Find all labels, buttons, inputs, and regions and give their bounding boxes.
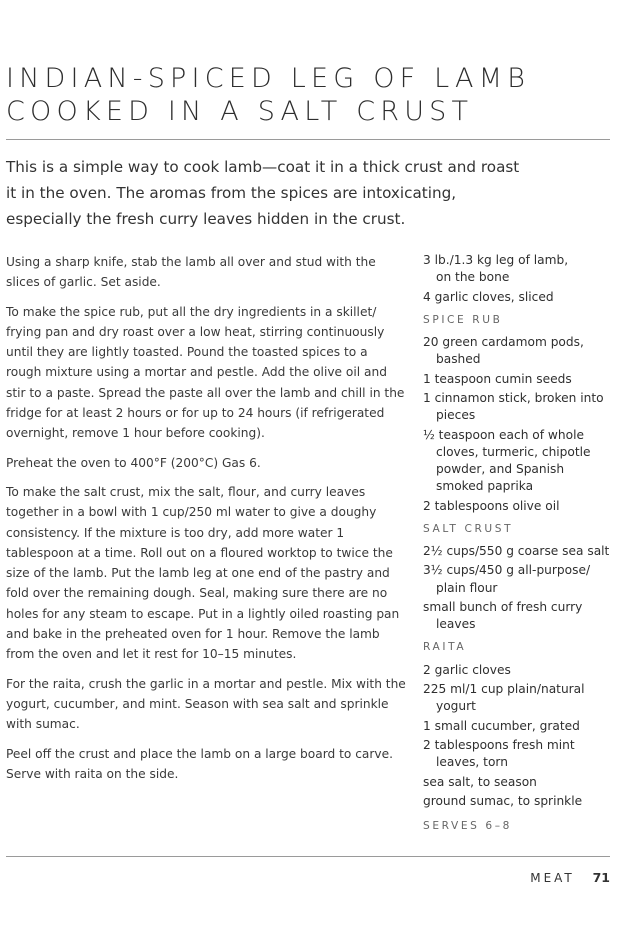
ingredient-line: sea salt, to season <box>423 774 537 789</box>
method-step <box>6 302 408 444</box>
intro-line: especially the fresh curry leaves hidden in the crust. <box>6 210 406 228</box>
method-line: stir to a paste. Spread the paste all over the lamb and chill in the <box>6 385 405 400</box>
method-line: overnight, remove 1 hour before cooking). <box>6 426 265 441</box>
ingredient-line: yogurt <box>436 699 476 714</box>
ingredient-item <box>423 334 615 368</box>
ingredient-line: leaves, torn <box>436 755 508 770</box>
ingredient-item <box>423 681 615 715</box>
method-line: from the oven and let it rest for 10–15 minutes. <box>6 647 297 662</box>
ingredient-line: powder, and Spanish <box>436 461 565 476</box>
ingredient-line: 3½ cups/450 g all-purpose/ <box>423 563 591 578</box>
spice-rub-ingredients <box>423 334 615 515</box>
ingredient-line: 1 small cucumber, grated <box>423 718 580 733</box>
method-line: To make the spice rub, put all the dry ingredients in a skillet/ <box>6 304 377 319</box>
method-line: fold over the remaining dough. Seal, making sure there are no <box>6 586 388 601</box>
ingredient-item <box>423 371 615 388</box>
method-line: with sumac. <box>6 717 80 732</box>
ingredient-item <box>423 427 615 496</box>
method-step <box>6 252 408 293</box>
page-number: 71 <box>592 870 610 885</box>
ingredient-item <box>423 718 615 735</box>
salt-crust-heading: SALT CRUST <box>423 522 514 535</box>
main-ingredients <box>423 252 615 306</box>
ingredient-item <box>423 737 615 771</box>
ingredient-item <box>423 562 615 596</box>
method-step <box>6 744 408 785</box>
salt-crust-ingredients <box>423 543 615 633</box>
method-line: size of the lamb. Put the lamb leg at one end of the pastry and <box>6 566 390 581</box>
ingredient-line: on the bone <box>436 270 510 285</box>
method-line: and bake in the preheated oven for 1 hour. Remove the lamb <box>6 627 380 642</box>
ingredient-line: 2½ cups/550 g coarse sea salt <box>423 543 610 558</box>
ingredient-item <box>423 543 615 560</box>
ingredient-line: leaves <box>436 617 476 632</box>
ingredient-line: 3 lb./1.3 kg leg of lamb, <box>423 253 569 267</box>
ingredient-line: bashed <box>436 352 481 367</box>
page-footer <box>530 870 610 885</box>
spice-rub-heading: SPICE RUB <box>423 313 503 326</box>
ingredient-line: 2 tablespoons olive oil <box>423 498 560 513</box>
ingredient-item <box>423 498 615 515</box>
recipe-title <box>6 62 606 128</box>
ingredient-item <box>423 599 615 633</box>
ingredient-line: cloves, turmeric, chipotle <box>436 444 591 459</box>
top-divider <box>6 139 610 140</box>
bottom-divider <box>6 856 610 857</box>
method-column <box>6 252 408 793</box>
method-line: Using a sharp knife, stab the lamb all over and stud with the <box>6 255 376 269</box>
method-line: rough mixture using a mortar and pestle. Add the olive oil and <box>6 365 387 380</box>
ingredient-line: pieces <box>436 408 476 423</box>
ingredient-line: 1 teaspoon cumin seeds <box>423 371 572 386</box>
method-line: fridge for at least 2 hours or for up to 24 hours (if refrigerated <box>6 406 385 421</box>
recipe-intro <box>6 154 566 232</box>
ingredient-item <box>423 774 615 791</box>
ingredient-item <box>423 252 615 286</box>
raita-heading: RAITA <box>423 641 467 654</box>
method-line: To make the salt crust, mix the salt, flour, and curry leaves <box>6 484 366 499</box>
ingredient-item <box>423 793 615 810</box>
ingredient-item <box>423 390 615 424</box>
ingredient-line: 2 tablespoons fresh mint <box>423 737 575 752</box>
method-line: consistency. If the mixture is too dry, add more water 1 <box>6 525 345 540</box>
ingredients-column <box>423 252 615 835</box>
ingredient-line: smoked paprika <box>436 479 534 494</box>
ingredient-line: small bunch of fresh curry <box>423 599 583 614</box>
title-line: COOKED IN A SALT CRUST <box>6 96 474 127</box>
section-name: MEAT <box>530 871 575 885</box>
method-line: For the raita, crush the garlic in a mortar and pestle. Mix with the <box>6 676 406 691</box>
ingredient-line: 4 garlic cloves, sliced <box>423 289 554 304</box>
ingredient-item <box>423 289 615 306</box>
ingredient-item <box>423 662 615 679</box>
intro-line: it in the oven. The aromas from the spices are intoxicating, <box>6 184 457 202</box>
ingredient-line: 2 garlic cloves <box>423 662 511 677</box>
serves-label: SERVES 6–8 <box>423 820 513 833</box>
method-step <box>6 674 408 735</box>
ingredient-line: plain flour <box>436 580 498 595</box>
method-line: Preheat the oven to 400°F (200°C) Gas 6. <box>6 455 261 470</box>
method-line: slices of garlic. Set aside. <box>6 275 161 290</box>
method-line: together in a bowl with 1 cup/250 ml water to give a doughy <box>6 505 377 520</box>
method-line: holes for any steam to escape. Put in a lightly oiled roasting pan <box>6 606 400 621</box>
method-line: yogurt, cucumber, and mint. Season with sea salt and sprinkle <box>6 696 389 711</box>
ingredient-line: ½ teaspoon each of whole <box>423 427 584 442</box>
raita-ingredients <box>423 662 615 811</box>
method-step <box>6 453 408 473</box>
ingredient-line: 20 green cardamom pods, <box>423 335 584 349</box>
ingredient-line: 225 ml/1 cup plain/natural <box>423 681 585 696</box>
method-step <box>6 482 408 665</box>
method-line: Serve with raita on the side. <box>6 766 179 781</box>
ingredient-line: ground sumac, to sprinkle <box>423 793 583 808</box>
method-line: frying pan and dry roast over a low heat, stirring continuously <box>6 324 385 339</box>
method-line: Peel off the crust and place the lamb on a large board to carve. <box>6 746 393 761</box>
ingredient-line: 1 cinnamon stick, broken into <box>423 390 604 405</box>
intro-line: This is a simple way to cook lamb—coat it in a thick crust and roast <box>6 158 520 176</box>
method-line: tablespoon at a time. Roll out on a floured worktop to twice the <box>6 545 393 560</box>
title-line: INDIAN-SPICED LEG OF LAMB <box>6 63 531 94</box>
method-line: until they are lightly toasted. Pound the toasted spices to a <box>6 345 368 360</box>
